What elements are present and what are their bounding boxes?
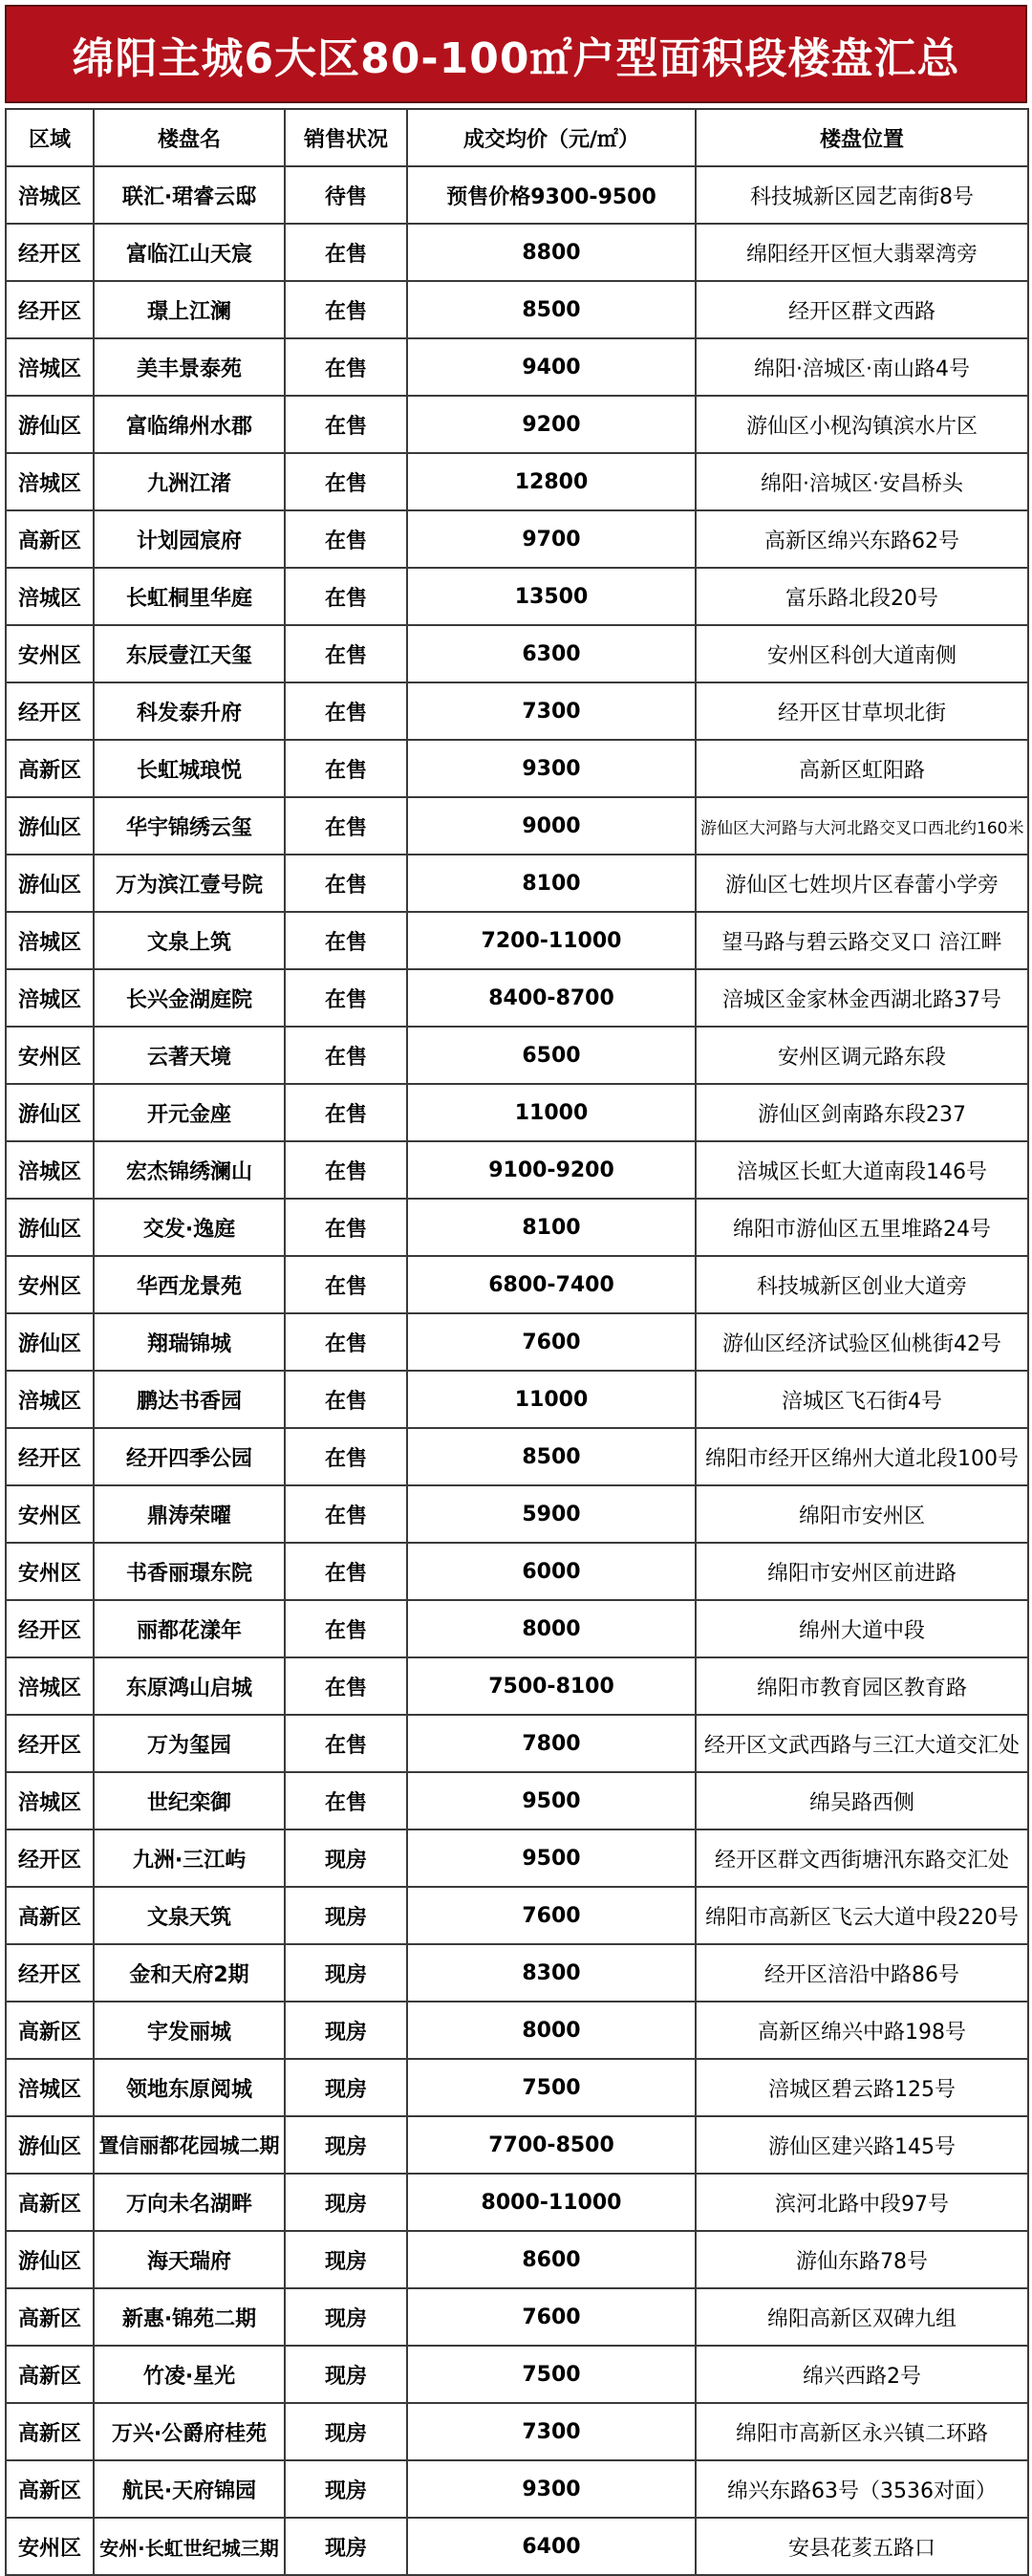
district-cell: 游仙区: [6, 396, 94, 453]
district-cell: 经开区: [6, 224, 94, 281]
district-cell: 高新区: [6, 2174, 94, 2231]
district-cell: 经开区: [6, 1829, 94, 1887]
sales-status-cell: 在售: [285, 1657, 407, 1715]
location-cell: 游仙区七姓坝片区春蕾小学旁: [696, 855, 1028, 912]
header-location: 楼盘位置: [696, 109, 1028, 166]
district-cell: 安州区: [6, 1485, 94, 1543]
location-cell: 绵州大道中段: [696, 1600, 1028, 1657]
property-name-cell: 竹凌·星光: [94, 2346, 285, 2403]
property-name-cell: 世纪栾御: [94, 1772, 285, 1829]
table-row: [6, 625, 1028, 682]
table-row: [6, 2002, 1028, 2059]
table-row: [6, 510, 1028, 568]
location-cell: 绵吴路西侧: [696, 1772, 1028, 1829]
table-row: [6, 1313, 1028, 1371]
price-cell: 8800: [407, 224, 696, 281]
price-cell: 9000: [407, 797, 696, 855]
sales-status-cell: 在售: [285, 1485, 407, 1543]
district-cell: 安州区: [6, 1543, 94, 1600]
location-cell: 绵阳·涪城区·南山路4号: [696, 338, 1028, 396]
price-cell: 7600: [407, 1887, 696, 1944]
price-cell: 8300: [407, 1944, 696, 2002]
price-cell: 8400-8700: [407, 969, 696, 1027]
price-cell: 11000: [407, 1084, 696, 1141]
location-cell: 游仙区经济试验区仙桃街42号: [696, 1313, 1028, 1371]
property-name-cell: 开元金座: [94, 1084, 285, 1141]
property-table: [5, 108, 1029, 2576]
table-row: [6, 2231, 1028, 2288]
table-row: [6, 2059, 1028, 2116]
district-cell: 涪城区: [6, 453, 94, 510]
district-cell: 涪城区: [6, 912, 94, 969]
property-name-cell: 宏杰锦绣澜山: [94, 1141, 285, 1199]
table-row: [6, 2403, 1028, 2460]
table-row: [6, 912, 1028, 969]
location-cell: 绵阳市教育园区教育路: [696, 1657, 1028, 1715]
table-row: [6, 1715, 1028, 1772]
sales-status-cell: 现房: [285, 2116, 407, 2174]
property-name-cell: 九洲·三江屿: [94, 1829, 285, 1887]
district-cell: 涪城区: [6, 166, 94, 224]
property-name-cell: 金和天府2期: [94, 1944, 285, 2002]
sales-status-cell: 现房: [285, 1829, 407, 1887]
district-cell: 高新区: [6, 2002, 94, 2059]
location-cell: 高新区虹阳路: [696, 740, 1028, 797]
location-cell: 滨河北路中段97号: [696, 2174, 1028, 2231]
district-cell: 安州区: [6, 625, 94, 682]
table-row: [6, 453, 1028, 510]
property-name-cell: 鹏达书香园: [94, 1371, 285, 1428]
table-row: [6, 1543, 1028, 1600]
district-cell: 涪城区: [6, 2059, 94, 2116]
table-row: [6, 1256, 1028, 1313]
location-cell: 游仙区剑南路东段237: [696, 1084, 1028, 1141]
property-name-cell: 宇发丽城: [94, 2002, 285, 2059]
sales-status-cell: 现房: [285, 2403, 407, 2460]
table-row: [6, 855, 1028, 912]
price-cell: 7800: [407, 1715, 696, 1772]
sales-status-cell: 在售: [285, 682, 407, 740]
sales-status-cell: 在售: [285, 281, 407, 338]
location-cell: 绵阳市高新区永兴镇二环路: [696, 2403, 1028, 2460]
sales-status-cell: 在售: [285, 1141, 407, 1199]
property-name-cell: 领地东原阅城: [94, 2059, 285, 2116]
sales-status-cell: 现房: [285, 2288, 407, 2346]
property-name-cell: 经开四季公园: [94, 1428, 285, 1485]
price-cell: 8000: [407, 1600, 696, 1657]
sales-status-cell: 现房: [285, 2518, 407, 2575]
property-name-cell: 科发泰升府: [94, 682, 285, 740]
price-cell: 11000: [407, 1371, 696, 1428]
price-cell: 8100: [407, 1199, 696, 1256]
sales-status-cell: 在售: [285, 568, 407, 625]
property-name-cell: 文泉上筑: [94, 912, 285, 969]
location-cell: 绵兴东路63号（3536对面）: [696, 2460, 1028, 2518]
price-cell: 8600: [407, 2231, 696, 2288]
property-name-cell: 云著天境: [94, 1027, 285, 1084]
district-cell: 高新区: [6, 2460, 94, 2518]
sales-status-cell: 现房: [285, 2231, 407, 2288]
sales-status-cell: 在售: [285, 1027, 407, 1084]
property-name-cell: 长虹城琅悦: [94, 740, 285, 797]
district-cell: 安州区: [6, 2518, 94, 2575]
location-cell: 游仙东路78号: [696, 2231, 1028, 2288]
property-name-cell: 文泉天筑: [94, 1887, 285, 1944]
district-cell: 游仙区: [6, 2116, 94, 2174]
sales-status-cell: 在售: [285, 453, 407, 510]
sales-status-cell: 在售: [285, 1428, 407, 1485]
price-cell: 7300: [407, 2403, 696, 2460]
property-name-cell: 万兴·公爵府桂苑: [94, 2403, 285, 2460]
table-row: [6, 1887, 1028, 1944]
table-row: [6, 1027, 1028, 1084]
location-cell: 绵兴西路2号: [696, 2346, 1028, 2403]
property-name-cell: 万为玺园: [94, 1715, 285, 1772]
district-cell: 经开区: [6, 1600, 94, 1657]
sales-status-cell: 在售: [285, 1199, 407, 1256]
price-cell: 13500: [407, 568, 696, 625]
price-cell: 9700: [407, 510, 696, 568]
location-cell: 经开区甘草坝北街: [696, 682, 1028, 740]
price-cell: 8100: [407, 855, 696, 912]
table-row: [6, 1944, 1028, 2002]
property-name-cell: 新惠·锦苑二期: [94, 2288, 285, 2346]
table-row: [6, 338, 1028, 396]
property-name-cell: 璟上江澜: [94, 281, 285, 338]
location-cell: 科技城新区园艺南街8号: [696, 166, 1028, 224]
location-cell: 绵阳市安州区: [696, 1485, 1028, 1543]
location-cell: 涪城区飞石街4号: [696, 1371, 1028, 1428]
table-row: [6, 1084, 1028, 1141]
price-cell: 7200-11000: [407, 912, 696, 969]
table-row: [6, 1199, 1028, 1256]
location-cell: 绵阳高新区双碑九组: [696, 2288, 1028, 2346]
location-cell: 安州区调元路东段: [696, 1027, 1028, 1084]
location-cell: 游仙区建兴路145号: [696, 2116, 1028, 2174]
location-cell: 涪城区长虹大道南段146号: [696, 1141, 1028, 1199]
title-banner: [5, 5, 1027, 103]
sales-status-cell: 在售: [285, 1715, 407, 1772]
district-cell: 涪城区: [6, 1141, 94, 1199]
location-cell: 绵阳市经开区绵州大道北段100号: [696, 1428, 1028, 1485]
sales-status-cell: 待售: [285, 166, 407, 224]
table-row: [6, 166, 1028, 224]
price-cell: 5900: [407, 1485, 696, 1543]
price-cell: 7700-8500: [407, 2116, 696, 2174]
sales-status-cell: 在售: [285, 1313, 407, 1371]
price-cell: 9500: [407, 1772, 696, 1829]
table-body: [6, 166, 1028, 2575]
district-cell: 游仙区: [6, 2231, 94, 2288]
table-row: [6, 740, 1028, 797]
price-cell: 8500: [407, 281, 696, 338]
district-cell: 涪城区: [6, 1657, 94, 1715]
sales-status-cell: 现房: [285, 2059, 407, 2116]
price-cell: 9300: [407, 2460, 696, 2518]
property-name-cell: 东辰壹江天玺: [94, 625, 285, 682]
district-cell: 高新区: [6, 740, 94, 797]
table-row: [6, 2346, 1028, 2403]
table-row: [6, 568, 1028, 625]
sales-status-cell: 在售: [285, 1600, 407, 1657]
table-row: [6, 2288, 1028, 2346]
price-cell: 预售价格9300-9500: [407, 166, 696, 224]
sales-status-cell: 现房: [285, 2174, 407, 2231]
district-cell: 高新区: [6, 1887, 94, 1944]
location-cell: 高新区绵兴东路62号: [696, 510, 1028, 568]
property-name-cell: 美丰景泰苑: [94, 338, 285, 396]
location-cell: 经开区文武西路与三江大道交汇处: [696, 1715, 1028, 1772]
property-name-cell: 鼎涛荣曜: [94, 1485, 285, 1543]
district-cell: 安州区: [6, 1027, 94, 1084]
table-row: [6, 2460, 1028, 2518]
district-cell: 高新区: [6, 2346, 94, 2403]
price-cell: 6000: [407, 1543, 696, 1600]
header-district: 区域: [6, 109, 94, 166]
price-cell: 9300: [407, 740, 696, 797]
property-name-cell: 书香丽璟东院: [94, 1543, 285, 1600]
price-cell: 6500: [407, 1027, 696, 1084]
table-header-row: [6, 109, 1028, 166]
district-cell: 高新区: [6, 2403, 94, 2460]
district-cell: 经开区: [6, 1428, 94, 1485]
price-cell: 8000: [407, 2002, 696, 2059]
sales-status-cell: 在售: [285, 338, 407, 396]
header-sales-status: 销售状况: [285, 109, 407, 166]
property-name-cell: 万为滨江壹号院: [94, 855, 285, 912]
district-cell: 涪城区: [6, 1772, 94, 1829]
price-cell: 12800: [407, 453, 696, 510]
location-cell: 涪城区碧云路125号: [696, 2059, 1028, 2116]
sales-status-cell: 在售: [285, 1256, 407, 1313]
district-cell: 经开区: [6, 1715, 94, 1772]
header-avg-price: 成交均价（元/㎡）: [407, 109, 696, 166]
price-cell: 7600: [407, 2288, 696, 2346]
sales-status-cell: 在售: [285, 1772, 407, 1829]
price-cell: 7600: [407, 1313, 696, 1371]
price-cell: 6800-7400: [407, 1256, 696, 1313]
location-cell: 富乐路北段20号: [696, 568, 1028, 625]
location-cell: 经开区群文西路: [696, 281, 1028, 338]
district-cell: 涪城区: [6, 1371, 94, 1428]
location-cell: 经开区群文西街塘汛东路交汇处: [696, 1829, 1028, 1887]
location-cell: 绵阳经开区恒大翡翠湾旁: [696, 224, 1028, 281]
location-cell: 安州区科创大道南侧: [696, 625, 1028, 682]
table-row: [6, 224, 1028, 281]
property-name-cell: 计划园宸府: [94, 510, 285, 568]
table-row: [6, 396, 1028, 453]
sales-status-cell: 现房: [285, 1887, 407, 1944]
price-cell: 7500: [407, 2059, 696, 2116]
property-name-cell: 丽都花漾年: [94, 1600, 285, 1657]
page-title: 绵阳主城6大区80-100㎡户型面积段楼盘汇总: [72, 33, 960, 83]
property-name-cell: 海天瑞府: [94, 2231, 285, 2288]
property-name-cell: 九洲江渚: [94, 453, 285, 510]
table-row: [6, 1428, 1028, 1485]
property-name-cell: 航民·天府锦园: [94, 2460, 285, 2518]
table-row: [6, 1657, 1028, 1715]
property-name-cell: 富临绵州水郡: [94, 396, 285, 453]
table-row: [6, 2116, 1028, 2174]
district-cell: 高新区: [6, 510, 94, 568]
sales-status-cell: 现房: [285, 2346, 407, 2403]
district-cell: 涪城区: [6, 969, 94, 1027]
price-cell: 8000-11000: [407, 2174, 696, 2231]
location-cell: 安县花荄五路口: [696, 2518, 1028, 2575]
district-cell: 经开区: [6, 1944, 94, 2002]
table-row: [6, 1485, 1028, 1543]
district-cell: 高新区: [6, 2288, 94, 2346]
location-cell: 高新区绵兴中路198号: [696, 2002, 1028, 2059]
location-cell: 绵阳市高新区飞云大道中段220号: [696, 1887, 1028, 1944]
table-row: [6, 1141, 1028, 1199]
property-name-cell: 交发·逸庭: [94, 1199, 285, 1256]
district-cell: 经开区: [6, 682, 94, 740]
property-name-cell: 联汇·珺睿云邸: [94, 166, 285, 224]
price-cell: 6300: [407, 625, 696, 682]
sales-status-cell: 现房: [285, 1944, 407, 2002]
property-name-cell: 华宇锦绣云玺: [94, 797, 285, 855]
district-cell: 涪城区: [6, 568, 94, 625]
property-name-cell: 长虹桐里华庭: [94, 568, 285, 625]
property-name-cell: 置信丽都花园城二期: [94, 2116, 285, 2174]
table-row: [6, 1600, 1028, 1657]
header-property-name: 楼盘名: [94, 109, 285, 166]
sales-status-cell: 在售: [285, 224, 407, 281]
table-row: [6, 682, 1028, 740]
table-row: [6, 797, 1028, 855]
sales-status-cell: 在售: [285, 969, 407, 1027]
property-name-cell: 万向未名湖畔: [94, 2174, 285, 2231]
location-cell: 游仙区大河路与大河北路交叉口西北约160米: [696, 797, 1028, 855]
district-cell: 游仙区: [6, 1313, 94, 1371]
sales-status-cell: 在售: [285, 1543, 407, 1600]
table-row: [6, 2518, 1028, 2575]
location-cell: 绵阳市游仙区五里堆路24号: [696, 1199, 1028, 1256]
sales-status-cell: 在售: [285, 740, 407, 797]
price-cell: 9500: [407, 1829, 696, 1887]
table-row: [6, 1829, 1028, 1887]
table-row: [6, 2174, 1028, 2231]
district-cell: 游仙区: [6, 1199, 94, 1256]
sales-status-cell: 在售: [285, 510, 407, 568]
location-cell: 游仙区小枧沟镇滨水片区: [696, 396, 1028, 453]
table-row: [6, 281, 1028, 338]
price-cell: 8500: [407, 1428, 696, 1485]
district-cell: 涪城区: [6, 338, 94, 396]
price-cell: 7500-8100: [407, 1657, 696, 1715]
location-cell: 望马路与碧云路交叉口 涪江畔: [696, 912, 1028, 969]
property-name-cell: 东原鸿山启城: [94, 1657, 285, 1715]
sales-status-cell: 在售: [285, 912, 407, 969]
location-cell: 科技城新区创业大道旁: [696, 1256, 1028, 1313]
sales-status-cell: 在售: [285, 1371, 407, 1428]
property-name-cell: 翔瑞锦城: [94, 1313, 285, 1371]
table-row: [6, 969, 1028, 1027]
sales-status-cell: 在售: [285, 396, 407, 453]
district-cell: 游仙区: [6, 797, 94, 855]
district-cell: 安州区: [6, 1256, 94, 1313]
district-cell: 游仙区: [6, 1084, 94, 1141]
district-cell: 经开区: [6, 281, 94, 338]
sales-status-cell: 现房: [285, 2002, 407, 2059]
sales-status-cell: 现房: [285, 2460, 407, 2518]
price-cell: 9400: [407, 338, 696, 396]
price-cell: 9200: [407, 396, 696, 453]
location-cell: 经开区涪沿中路86号: [696, 1944, 1028, 2002]
location-cell: 绵阳·涪城区·安昌桥头: [696, 453, 1028, 510]
sales-status-cell: 在售: [285, 625, 407, 682]
location-cell: 绵阳市安州区前进路: [696, 1543, 1028, 1600]
price-cell: 9100-9200: [407, 1141, 696, 1199]
sales-status-cell: 在售: [285, 1084, 407, 1141]
table-row: [6, 1772, 1028, 1829]
property-name-cell: 安州·长虹世纪城三期: [94, 2518, 285, 2575]
price-cell: 6400: [407, 2518, 696, 2575]
property-name-cell: 华西龙景苑: [94, 1256, 285, 1313]
table-row: [6, 1371, 1028, 1428]
property-name-cell: 长兴金湖庭院: [94, 969, 285, 1027]
price-cell: 7500: [407, 2346, 696, 2403]
sales-status-cell: 在售: [285, 797, 407, 855]
property-name-cell: 富临江山天宸: [94, 224, 285, 281]
price-cell: 7300: [407, 682, 696, 740]
district-cell: 游仙区: [6, 855, 94, 912]
sales-status-cell: 在售: [285, 855, 407, 912]
location-cell: 涪城区金家林金西湖北路37号: [696, 969, 1028, 1027]
